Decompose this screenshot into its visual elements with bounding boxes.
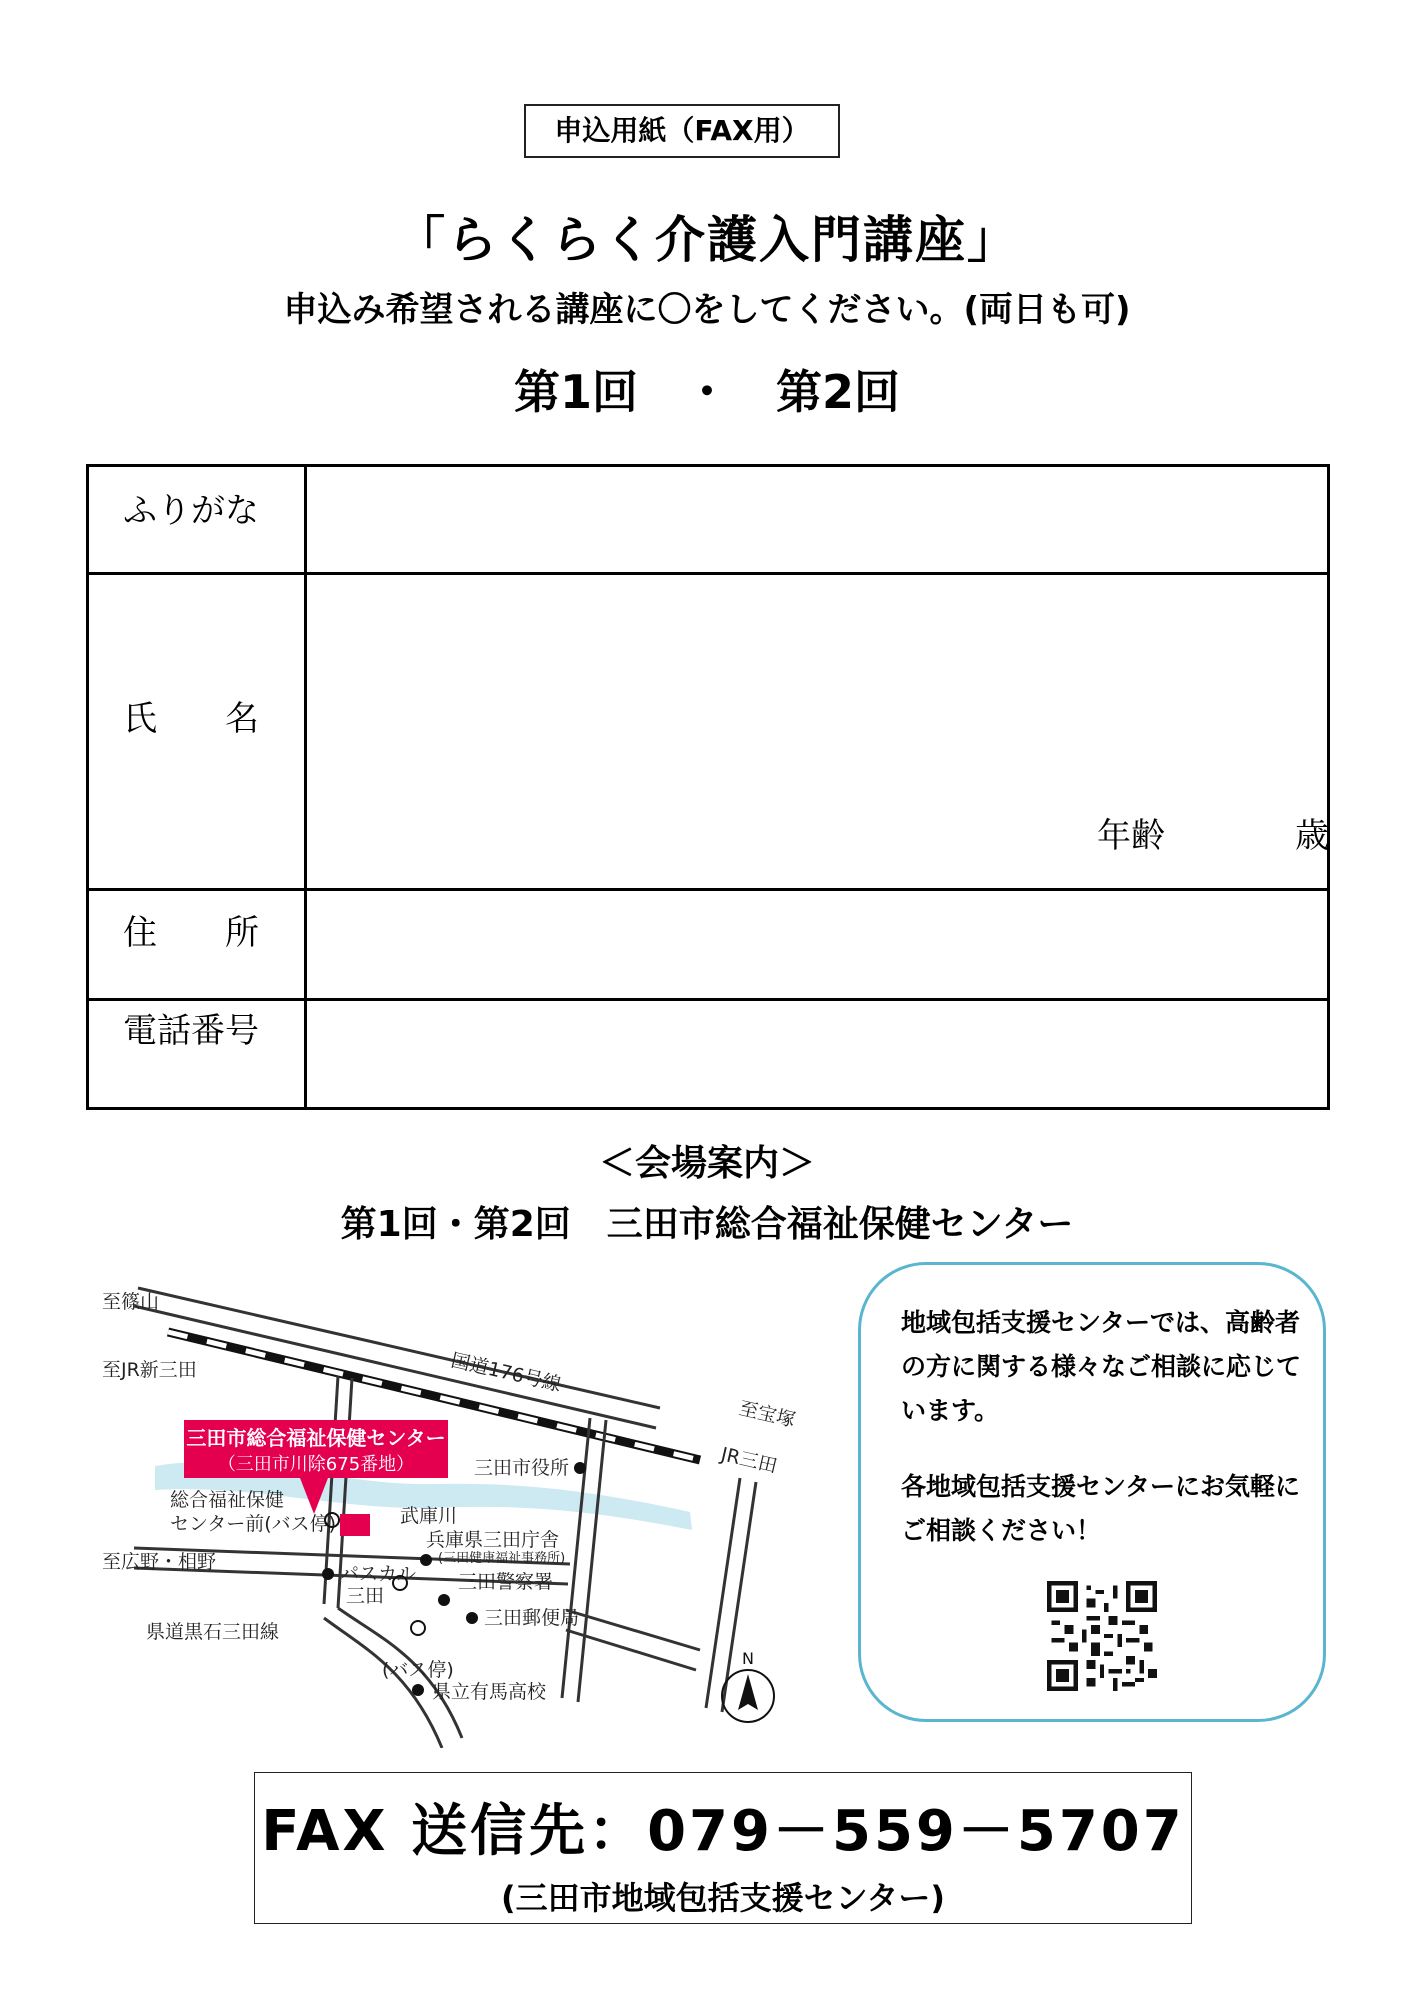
venue-name: 第1回・第2回 三田市総合福祉保健センター xyxy=(340,1204,1074,1245)
label-post-office: 三田郵便局 xyxy=(484,1607,580,1629)
label-to-takarazuka: 至宝塚 xyxy=(736,1397,798,1432)
info-paragraph-1: 地域包括支援センターでは、高齢者の方に関する様々なご相談に応じています。 xyxy=(901,1308,1302,1425)
center-marker xyxy=(340,1514,370,1536)
info-box xyxy=(858,1262,1326,1722)
label-river: 武庫川 xyxy=(400,1505,458,1527)
info-paragraph-2: 各地域包括支援センターにお気軽にご相談ください！ xyxy=(901,1472,1301,1545)
label-national-route: 国道176号線 xyxy=(448,1349,564,1397)
fax-recipient: (三田市地域包括支援センター) xyxy=(501,1879,945,1917)
label-center-name: 三田市総合福祉保健センター xyxy=(186,1426,446,1450)
furigana-field[interactable] xyxy=(307,467,1327,572)
address-label: 住 所 xyxy=(89,891,307,998)
label-bus-stop-1b: センター前(バス停) xyxy=(170,1513,337,1535)
post-office-dot xyxy=(466,1612,478,1624)
label-pref-office-sub: (三田健康福祉事務所) xyxy=(438,1551,566,1566)
qr-code-icon[interactable] xyxy=(1047,1581,1157,1691)
label-jr-sanda: JR三田 xyxy=(718,1443,780,1478)
label-pascal-sub: 三田 xyxy=(346,1585,385,1607)
name-row xyxy=(89,575,1327,891)
phone-label: 電話番号 xyxy=(89,1001,307,1107)
form-type-label: 申込用紙（FAX用） xyxy=(524,104,840,158)
label-city-hall: 三田市役所 xyxy=(474,1457,570,1479)
label-pref-road: 県道黒石三田線 xyxy=(146,1621,280,1643)
fax-number: FAX 送信先：079－559－5707 xyxy=(261,1799,1185,1864)
label-to-hirono: 至広野・相野 xyxy=(102,1551,217,1573)
name-field[interactable] xyxy=(307,575,1327,888)
fax-box xyxy=(254,1772,1192,1924)
instruction-text: 申込み希望される講座に〇をしてください。(両日も可) xyxy=(283,290,1131,330)
label-pref-office: 兵庫県三田庁舎 xyxy=(426,1529,560,1551)
address-row xyxy=(89,891,1327,1001)
label-bus-stop-2: (バス停) xyxy=(382,1659,454,1681)
label-to-sasayama: 至篠山 xyxy=(102,1291,160,1313)
name-label: 氏 名 xyxy=(89,575,307,888)
access-map xyxy=(100,1278,820,1748)
phone-field[interactable] xyxy=(307,1001,1327,1107)
label-high-school: 県立有馬高校 xyxy=(432,1681,547,1703)
age-unit: 歳 xyxy=(1295,816,1329,856)
bus-stop-icon xyxy=(411,1621,425,1635)
city-hall-dot xyxy=(574,1462,586,1474)
label-center-address: （三田市川除675番地） xyxy=(217,1454,415,1475)
venue-heading: ＜会場案内＞ xyxy=(598,1143,815,1184)
label-to-jr-shinsanda: 至JR新三田 xyxy=(102,1359,197,1381)
label-north: N xyxy=(742,1649,754,1668)
page-title: 「らくらく介護入門講座」 xyxy=(395,211,1019,269)
furigana-label: ふりがな xyxy=(89,467,307,572)
pref-office-dot xyxy=(420,1554,432,1566)
age-label: 年齢 xyxy=(1097,816,1165,856)
north-arrow-icon xyxy=(738,1674,758,1710)
address-field[interactable] xyxy=(307,891,1327,998)
label-police: 三田警察署 xyxy=(458,1571,554,1593)
national-route-road xyxy=(134,1288,660,1428)
session-options[interactable]: 第1回 ・ 第2回 xyxy=(513,365,900,419)
furigana-row xyxy=(89,467,1327,575)
police-dot xyxy=(438,1594,450,1606)
label-bus-stop-1a: 総合福祉保健 xyxy=(170,1489,285,1511)
pascal-dot xyxy=(322,1568,334,1580)
application-form xyxy=(86,464,1330,1110)
label-pascal: パスカル xyxy=(340,1563,417,1585)
phone-row xyxy=(89,1001,1327,1107)
high-school-dot xyxy=(412,1684,424,1696)
